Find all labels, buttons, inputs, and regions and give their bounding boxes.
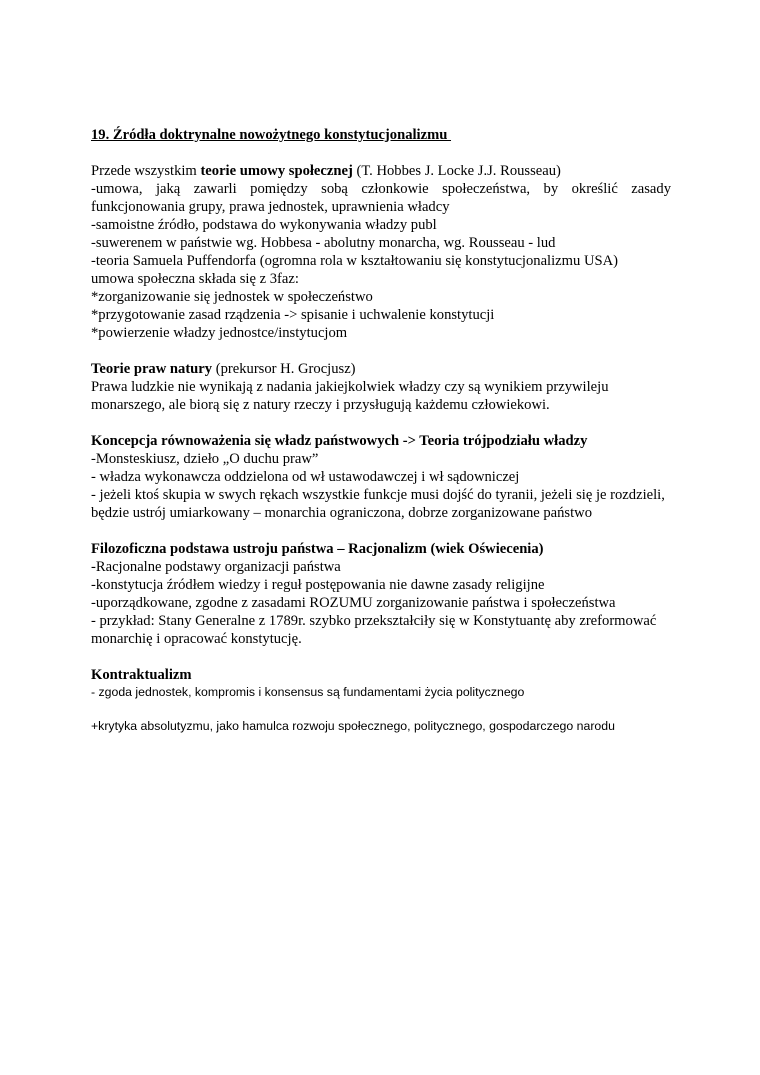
section5-line: +krytyka absolutyzmu, jako hamulca rozwoju społecznego, politycznego, gospodarczego narodu: [91, 719, 615, 733]
section4-line: - przykład: Stany Generalne z 1789r. szybko przekształciły się w Konstytuantę aby zreformować monarchię i opracować konstytucję.: [91, 613, 657, 647]
section1-line: -samoistne źródło, podstawa do wykonywania władzy publ: [91, 217, 437, 233]
section1-line: umowa społeczna składa się z 3faz:: [91, 271, 299, 287]
section5-heading: [91, 666, 671, 684]
section4-heading-text: Filozoficzna podstawa ustroju państwa – Racjonalizm (wiek Oświecenia): [91, 541, 544, 557]
section1-intro-prefix: Przede wszystkim: [91, 163, 201, 179]
section2-heading-bold: Teorie praw natury: [91, 361, 213, 377]
spacer: [91, 414, 671, 432]
section4-heading: [91, 540, 671, 558]
document-title: 19. Źródła doktrynalne nowożytnego konstytucjonalizmu: [91, 127, 452, 143]
section3-heading-text: Koncepcja równoważenia się władz państwowych -> Teoria trójpodziału władzy: [91, 433, 588, 449]
section2-heading: [91, 360, 671, 378]
section4-line: -konstytucja źródłem wiedzy i reguł postępowania nie dawne zasady religijne: [91, 577, 545, 593]
section5-heading-text: Kontraktualizm: [91, 667, 192, 683]
section3-line: -Monsteskiusz, dzieło „O duchu praw”: [91, 451, 319, 467]
section1-line: *przygotowanie zasad rządzenia -> spisanie i uchwalenie konstytucji: [91, 307, 495, 323]
section3-heading: [91, 432, 671, 450]
spacer: [91, 522, 671, 540]
section1-line: -umowa, jaką zawarli pomiędzy sobą członkowie społeczeństwa, by określić zasady funkcjonowania grupy, prawa jednostek, uprawnienia władcy: [91, 181, 671, 215]
section1-intro-suffix: (T. Hobbes J. Locke J.J. Rousseau): [352, 163, 561, 179]
section2-heading-suffix: (prekursor H. Grocjusz): [212, 361, 356, 377]
spacer: [91, 701, 671, 718]
section1-line: -suwerenem w państwie wg. Hobbesa - abolutny monarcha, wg. Rousseau - lud: [91, 235, 556, 251]
document-content: [91, 126, 671, 735]
section1-line: -teoria Samuela Puffendorfa (ogromna rola w kształtowaniu się konstytucjonalizmu USA): [91, 253, 618, 269]
section2-text: Prawa ludzkie nie wynikają z nadania jakiejkolwiek władzy czy są wynikiem przywileju monarszego, ale biorą się z natury rzeczy i przysługują każdemu człowiekowi.: [91, 379, 609, 413]
section5-line: - zgoda jednostek, kompromis i konsensus są fundamentami życia politycznego: [91, 685, 525, 699]
section1-line: *powierzenie władzy jednostce/instytucjom: [91, 325, 348, 341]
section4-line: -uporządkowane, zgodne z zasadami ROZUMU zorganizowanie państwa i społeczeństwa: [91, 595, 616, 611]
section4-line: -Racjonalne podstawy organizacji państwa: [91, 559, 341, 575]
section3-line: - władza wykonawcza oddzielona od wł ustawodawczej i wł sądowniczej: [91, 469, 520, 485]
section1-line: *zorganizowanie się jednostek w społeczeństwo: [91, 289, 373, 305]
section3-line: - jeżeli ktoś skupia w swych rękach wszystkie funkcje musi dojść do tyranii, jeżeli się je rozdzieli, będzie ustrój umiarkowany – monarchia ograniczona, dobrze zorganizowane państwo: [91, 487, 665, 521]
spacer: [91, 648, 671, 666]
section1-intro-bold: teorie umowy społecznej: [200, 163, 353, 179]
spacer: [91, 342, 671, 360]
section1-intro: [91, 162, 671, 180]
